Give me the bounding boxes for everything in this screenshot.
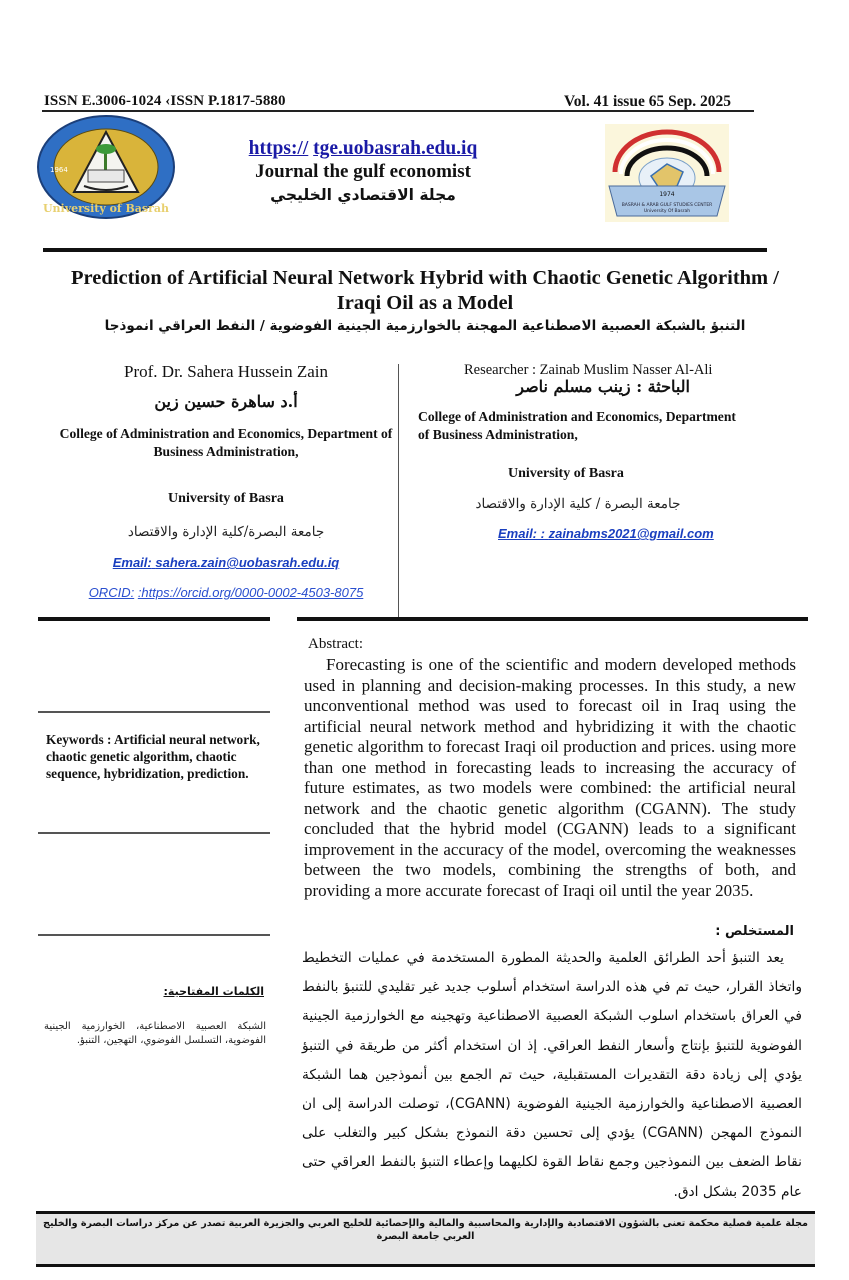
author-name-en: Researcher : Zainab Muslim Nasser Al-Ali: [464, 362, 713, 378]
journal-footer-text: مجلة علمية فصلية محكمة تعنى بالشؤون الاقتصادية والإدارية والمحاسبية والمالية والإحصائية للخليج العربي والجزيرة العربية تصدر عن مركز دراسات البصرة والخليج العربي جامعة البصرة: [43, 1218, 808, 1242]
author-university: University of Basra: [168, 491, 284, 506]
abstract-ar-heading: المستخلص :: [715, 924, 794, 939]
abstract-ar-body: [302, 944, 802, 1207]
masthead-rule: [43, 248, 767, 252]
journal-name-ar: مجلة الاقتصادي الخليجي: [270, 186, 456, 204]
keywords-divider: [38, 711, 270, 713]
issn-line: ISSN E.3006-1024 ‹ISSN P.1817-5880: [44, 93, 286, 109]
keywords-ar-heading: الكلمات المفتاحية:: [163, 985, 264, 998]
abstract-body: [304, 655, 796, 901]
author-card-2: [418, 362, 748, 541]
journal-url-link[interactable]: https:// tge.uobasrah.edu.iq: [248, 138, 478, 159]
author-university: University of Basra: [508, 466, 624, 481]
keywords-ar-divider: [38, 934, 270, 936]
author-column-divider: [398, 364, 399, 618]
keywords-bottom-divider: [38, 832, 270, 834]
author-email-link[interactable]: Email: : zainabms2021@gmail.com: [498, 526, 714, 541]
author-card-1: [58, 362, 394, 600]
author-affiliation: College of Administration and Economics, Department of Business Administration,: [418, 409, 736, 442]
author-email-link[interactable]: Email: sahera.zain@uobasrah.edu.iq: [112, 555, 340, 570]
author-name-en: Prof. Dr. Sahera Hussein Zain: [124, 362, 328, 381]
journal-name-en: Journal the gulf economist: [255, 161, 471, 182]
volume-line: Vol. 41 issue 65 Sep. 2025: [564, 93, 731, 110]
keywords-ar: الشبكة العصبية الاصطناعية، الخوارزمية الجينية الفوضوية، التسلسل الفوضوي، التهجين، التنبؤ.: [44, 1021, 266, 1046]
keywords-en: Keywords : Artificial neural network, chaotic genetic algorithm, chaotic sequence, hybridization, prediction.: [46, 732, 260, 781]
author-university-ar: جامعة البصرة / كلية الإدارة والاقتصاد: [475, 496, 681, 512]
svg-text:1974: 1974: [659, 191, 675, 198]
abstract-top-rule: [297, 617, 808, 621]
abstract-ar-paragraph: يعد التنبؤ أحد الطرائق العلمية والحديثة المطورة المستخدمة في عمليات التخطيط واتخاذ القرار، حيث تم في هذه الدراسة استخدام أسلوب جديد غير تقليدي للتنبؤ بالنفط في العراق باستخدام اسلوب الشبكة العصبية الاصطناعية وتهجينه مع الخوارزمية الجينية الفوضوية للتنبؤ بإنتاج وأسعار النفط العراقي. إذ ان استخدام أكثر من طريقة في التنبؤ يؤدي إلى زيادة دقة التقديرات المستقبلية، حيث تم الجمع بين أنموذجين هما الشبكة العصبية الاصطناعية والخوارزمية الجينية الفوضوية (CGANN)، توصلت الدراسة إلى ان النموذج المهجن (CGANN) يؤدي إلى تحسين دقة النموذج بشكل كبير والتغلب على نقاط الضعف بين النموذجين وجمع نقاط القوة لكليهما وإعطاء التنبؤ بالنفط العراقي حتى عام 2035 بشكل ادق.: [302, 950, 803, 1200]
header-rule: [42, 110, 754, 112]
abstract-heading: Abstract:: [308, 636, 363, 652]
gulf-center-emblem-icon: [605, 124, 729, 222]
gulf-studies-center-logo: [605, 124, 729, 222]
footer-top-rule: [36, 1211, 815, 1214]
keywords-top-rule: [38, 617, 270, 621]
svg-text:University of Basrah: University of Basrah: [42, 202, 170, 215]
author-orcid-link[interactable]: ORCID: :https://orcid.org/0000-0002-4503-8075: [88, 585, 364, 600]
author-name-ar: الباحثة : زينب مسلم ناصر: [516, 377, 690, 396]
journal-masthead: [228, 138, 498, 204]
paper-title-ar: التنبؤ بالشبكة العصبية الاصطناعية المهجنة بالخوارزمية الجينية الفوضوية / النفط العراقي انموذجا: [104, 318, 746, 334]
university-of-basrah-logo: [36, 114, 176, 220]
author-affiliation: College of Administration and Economics, Department of Business Administration,: [59, 426, 393, 459]
paper-title-en: Prediction of Artificial Neural Network Hybrid with Chaotic Genetic Algorithm / Iraqi Oil as a Model: [71, 267, 779, 314]
svg-text:1964: 1964: [50, 166, 68, 174]
author-university-ar: جامعة البصرة/كلية الإدارة والاقتصاد: [127, 524, 325, 540]
svg-text:University Of Basrah: University Of Basrah: [643, 209, 691, 214]
svg-text:BASRAH & ARAB GULF STUDIES CEN: BASRAH & ARAB GULF STUDIES CENTER: [621, 203, 713, 208]
author-name-ar: أ.د ساهرة حسين زين: [154, 392, 298, 411]
university-seal-icon: [36, 114, 176, 220]
abstract-paragraph: Forecasting is one of the scientific and modern developed methods used in planning and decision-making processes. In this study, a new unconventional method was used to forecast oil in Iraq using the artificial neural network method and hybridizing it with the chaotic genetic algorithm to forecast Iraqi oil production and prices. using more than one method in forecasting leads to increasing the accuracy of future estimates, as two models were combined: the artificial neural network and the chaotic genetic algorithm (CGANN). The study concluded that the hybrid model (CGANN) leads to a significant improvement in the accuracy of the model, overcoming the weaknesses between the two models, combining the strengths of both, and providing a more accurate forecast of Iraqi oil until the year 2035.: [304, 655, 796, 900]
footer-bottom-rule: [36, 1264, 815, 1267]
